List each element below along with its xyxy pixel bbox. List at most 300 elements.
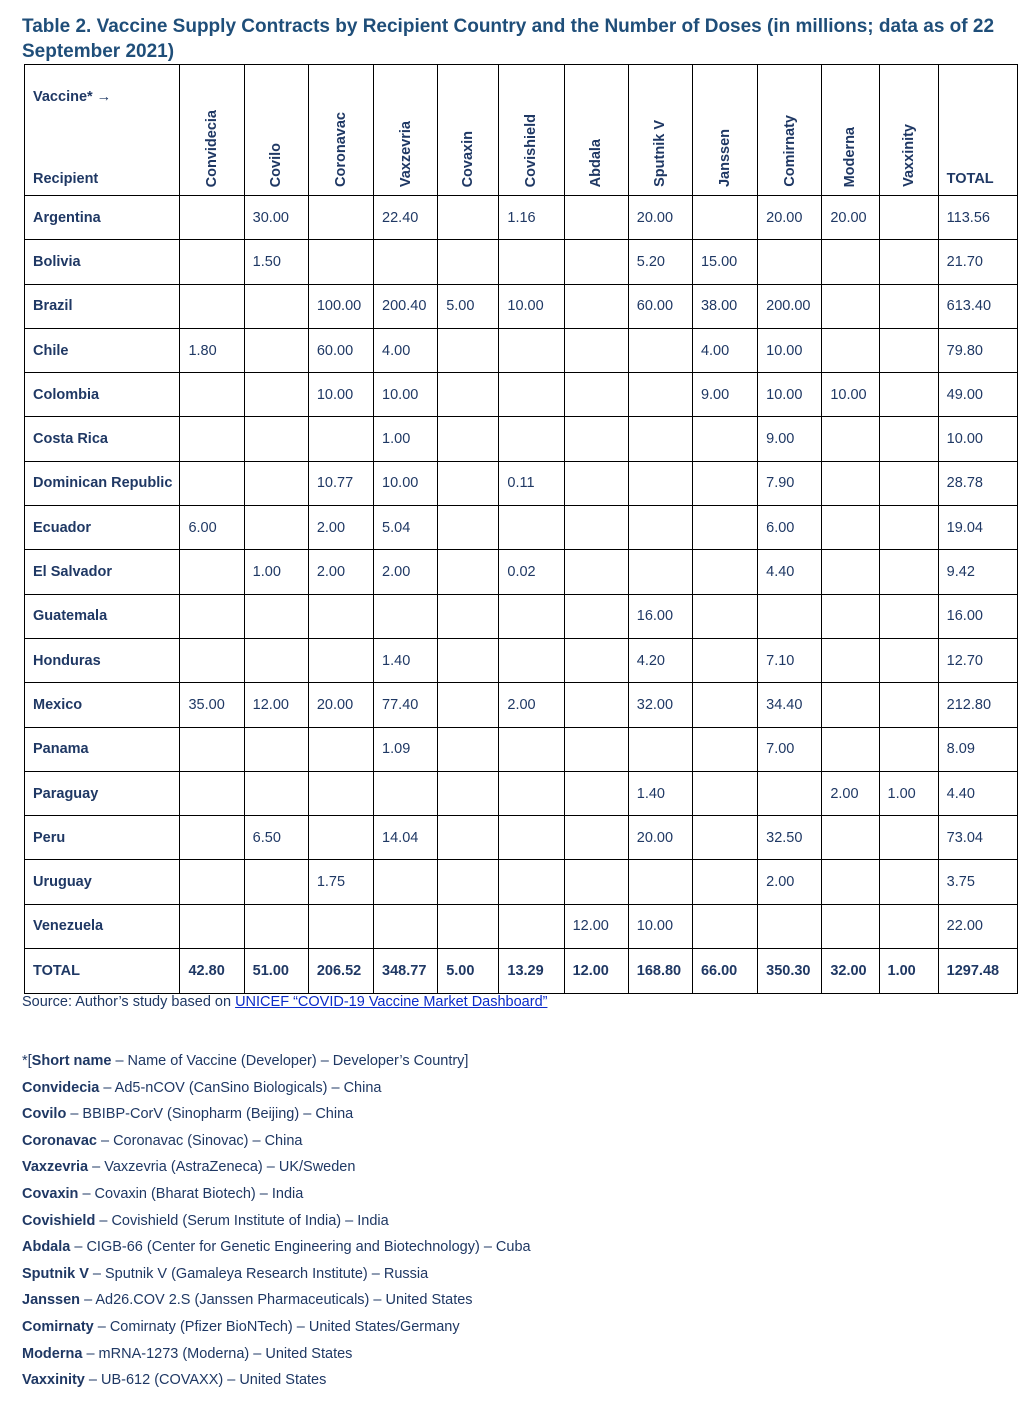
row-total-cell: 10.00 xyxy=(938,417,1017,461)
dose-cell xyxy=(692,506,757,550)
dose-cell: 32.50 xyxy=(758,816,822,860)
dose-cell xyxy=(879,904,938,948)
dose-cell xyxy=(374,771,438,815)
legend-description: – Comirnaty (Pfizer BioNTech) – United States/Germany xyxy=(93,1318,460,1335)
dose-cell xyxy=(499,594,564,638)
legend-header-rest: – Name of Vaccine (Developer) – Developer’s Country] xyxy=(111,1053,469,1069)
dose-cell: 12.00 xyxy=(564,904,628,948)
dose-cell xyxy=(628,461,692,505)
dose-cell: 22.40 xyxy=(374,196,438,240)
dose-cell xyxy=(628,373,692,417)
legend-item xyxy=(22,1317,531,1344)
dose-cell xyxy=(564,683,628,727)
dose-cell xyxy=(822,328,879,372)
recipient-name: Paraguay xyxy=(25,771,180,815)
legend-item xyxy=(22,1237,531,1264)
dose-cell xyxy=(879,328,938,372)
vaccine-header-label: Covilo xyxy=(268,142,285,187)
dose-cell: 1.16 xyxy=(499,196,564,240)
dose-cell: 35.00 xyxy=(180,683,244,727)
dose-cell xyxy=(374,594,438,638)
legend-item xyxy=(22,1157,531,1184)
dose-cell: 1.80 xyxy=(180,328,244,372)
recipient-name: Dominican Republic xyxy=(25,461,180,505)
row-total-cell: 8.09 xyxy=(938,727,1017,771)
recipient-name: Bolivia xyxy=(25,240,180,284)
dose-cell xyxy=(438,506,499,550)
dose-cell xyxy=(822,240,879,284)
row-total-cell: 9.42 xyxy=(938,550,1017,594)
dose-cell xyxy=(244,727,308,771)
dose-cell xyxy=(879,727,938,771)
dose-cell: 1.00 xyxy=(879,771,938,815)
dose-cell xyxy=(308,594,373,638)
dose-cell xyxy=(438,417,499,461)
dose-cell xyxy=(438,461,499,505)
dose-cell xyxy=(180,196,244,240)
row-total-cell: 49.00 xyxy=(938,373,1017,417)
dose-cell: 6.50 xyxy=(244,816,308,860)
dose-cell xyxy=(628,417,692,461)
row-total-cell: 212.80 xyxy=(938,683,1017,727)
dose-cell xyxy=(244,373,308,417)
dose-cell: 1.75 xyxy=(308,860,373,904)
dose-cell xyxy=(822,284,879,328)
column-total-cell: 42.80 xyxy=(180,949,244,994)
vaccine-header-label: Moderna xyxy=(842,126,859,187)
dose-cell xyxy=(308,417,373,461)
corner-header-cell xyxy=(25,65,180,196)
legend-short-name: Covilo xyxy=(22,1106,67,1123)
dose-cell xyxy=(244,328,308,372)
legend-short-name: Vaxzevria xyxy=(22,1159,89,1176)
legend-short-name: Comirnaty xyxy=(22,1318,94,1335)
vaccine-header-comirnaty xyxy=(758,65,822,196)
dose-cell: 1.09 xyxy=(374,727,438,771)
vaccine-header-janssen xyxy=(692,65,757,196)
table-row xyxy=(25,506,1018,550)
table-row xyxy=(25,683,1018,727)
legend-item xyxy=(22,1344,531,1371)
dose-cell xyxy=(244,506,308,550)
dose-cell xyxy=(308,727,373,771)
row-total-cell: 3.75 xyxy=(938,860,1017,904)
dose-cell xyxy=(564,373,628,417)
table-row xyxy=(25,328,1018,372)
dose-cell xyxy=(564,727,628,771)
vaccine-header-label: Convidecia xyxy=(204,109,221,187)
dose-cell xyxy=(879,373,938,417)
row-total-cell: 613.40 xyxy=(938,284,1017,328)
dose-cell: 4.00 xyxy=(692,328,757,372)
dose-cell xyxy=(822,816,879,860)
dose-cell xyxy=(692,196,757,240)
dose-cell: 2.00 xyxy=(758,860,822,904)
total-header: TOTAL xyxy=(938,65,1017,196)
recipient-name: Colombia xyxy=(25,373,180,417)
dose-cell xyxy=(308,240,373,284)
dose-cell xyxy=(308,196,373,240)
dose-cell xyxy=(308,771,373,815)
dose-cell xyxy=(692,417,757,461)
dose-cell: 14.04 xyxy=(374,816,438,860)
dose-cell: 2.00 xyxy=(374,550,438,594)
unicef-dashboard-link[interactable]: UNICEF “COVID-19 Vaccine Market Dashboard” xyxy=(235,994,548,1010)
dose-cell: 7.90 xyxy=(758,461,822,505)
vaccine-header-sputnik-v xyxy=(628,65,692,196)
column-total-cell: 12.00 xyxy=(564,949,628,994)
dose-cell xyxy=(374,860,438,904)
vaccine-header-label: Abdala xyxy=(588,138,605,187)
dose-cell xyxy=(308,904,373,948)
dose-cell xyxy=(758,771,822,815)
dose-cell: 60.00 xyxy=(628,284,692,328)
legend-short-name: Vaxxinity xyxy=(22,1372,85,1389)
column-total-cell: 168.80 xyxy=(628,949,692,994)
dose-cell xyxy=(438,638,499,682)
dose-cell: 7.10 xyxy=(758,638,822,682)
legend-description: – mRNA-1273 (Moderna) – United States xyxy=(82,1345,353,1362)
legend-short-name: Janssen xyxy=(22,1292,81,1309)
dose-cell xyxy=(879,638,938,682)
column-total-cell: 348.77 xyxy=(374,949,438,994)
dose-cell: 10.00 xyxy=(822,373,879,417)
dose-cell xyxy=(499,727,564,771)
dose-cell xyxy=(438,771,499,815)
dose-cell xyxy=(692,461,757,505)
row-total-cell: 73.04 xyxy=(938,816,1017,860)
table-row xyxy=(25,860,1018,904)
vaccine-header-convidecia xyxy=(180,65,244,196)
dose-cell xyxy=(180,594,244,638)
dose-cell xyxy=(758,904,822,948)
vaccine-header-label: Covishield xyxy=(523,113,540,187)
dose-cell xyxy=(499,506,564,550)
legend-item xyxy=(22,1290,531,1317)
dose-cell xyxy=(438,816,499,860)
dose-cell xyxy=(564,816,628,860)
legend-short-name: Covishield xyxy=(22,1212,96,1229)
vaccine-header-moderna xyxy=(822,65,879,196)
dose-cell xyxy=(374,240,438,284)
dose-cell xyxy=(628,860,692,904)
recipient-name: Panama xyxy=(25,727,180,771)
vaccine-axis-label: Vaccine* → xyxy=(33,89,112,105)
dose-cell: 1.40 xyxy=(374,638,438,682)
recipient-name: Chile xyxy=(25,328,180,372)
dose-cell xyxy=(564,196,628,240)
dose-cell xyxy=(628,506,692,550)
legend-description: – Sputnik V (Gamaleya Research Institute) – Russia xyxy=(88,1265,429,1282)
dose-cell: 10.00 xyxy=(499,284,564,328)
legend-description: – CIGB-66 (Center for Genetic Engineering and Biotechnology) – Cuba xyxy=(70,1239,531,1256)
dose-cell: 77.40 xyxy=(374,683,438,727)
dose-cell xyxy=(822,904,879,948)
totals-label: TOTAL xyxy=(25,949,180,994)
vaccine-header-vaxxinity xyxy=(879,65,938,196)
dose-cell xyxy=(879,816,938,860)
dose-cell xyxy=(879,284,938,328)
dose-cell xyxy=(692,727,757,771)
dose-cell: 200.40 xyxy=(374,284,438,328)
recipient-name: Costa Rica xyxy=(25,417,180,461)
dose-cell xyxy=(244,284,308,328)
recipient-name: Ecuador xyxy=(25,506,180,550)
dose-cell xyxy=(628,328,692,372)
dose-cell xyxy=(879,860,938,904)
dose-cell: 20.00 xyxy=(628,196,692,240)
row-total-cell: 79.80 xyxy=(938,328,1017,372)
dose-cell: 6.00 xyxy=(180,506,244,550)
column-total-cell: 1.00 xyxy=(879,949,938,994)
dose-cell xyxy=(308,638,373,682)
recipient-name: Honduras xyxy=(25,638,180,682)
dose-cell xyxy=(180,638,244,682)
dose-cell xyxy=(879,506,938,550)
legend-header xyxy=(22,1051,531,1078)
vaccine-header-covishield xyxy=(499,65,564,196)
vaccine-contracts-table xyxy=(24,64,1018,994)
dose-cell: 32.00 xyxy=(628,683,692,727)
dose-cell: 15.00 xyxy=(692,240,757,284)
dose-cell xyxy=(244,860,308,904)
dose-cell: 2.00 xyxy=(822,771,879,815)
column-total-cell: 32.00 xyxy=(822,949,879,994)
dose-cell xyxy=(564,506,628,550)
row-total-cell: 16.00 xyxy=(938,594,1017,638)
grand-total-cell: 1297.48 xyxy=(938,949,1017,994)
dose-cell xyxy=(564,284,628,328)
legend-item xyxy=(22,1264,531,1291)
legend-short-name: Convidecia xyxy=(22,1079,100,1096)
table-row xyxy=(25,638,1018,682)
dose-cell xyxy=(438,727,499,771)
dose-cell: 20.00 xyxy=(758,196,822,240)
dose-cell xyxy=(438,594,499,638)
legend-description: – Coronavac (Sinovac) – China xyxy=(96,1132,303,1149)
table-row xyxy=(25,373,1018,417)
dose-cell xyxy=(499,860,564,904)
dose-cell: 20.00 xyxy=(628,816,692,860)
dose-cell xyxy=(180,461,244,505)
dose-cell xyxy=(822,594,879,638)
dose-cell xyxy=(438,196,499,240)
vaccine-header-label: Vaxzevria xyxy=(397,120,414,187)
dose-cell xyxy=(499,816,564,860)
legend-description: – Vaxzevria (AstraZeneca) – UK/Sweden xyxy=(88,1159,356,1176)
legend-description: – Covishield (Serum Institute of India) – India xyxy=(95,1212,389,1229)
legend-item xyxy=(22,1370,531,1397)
vaccine-header-label: Comirnaty xyxy=(781,115,798,187)
dose-cell xyxy=(438,860,499,904)
row-total-cell: 28.78 xyxy=(938,461,1017,505)
dose-cell: 1.00 xyxy=(244,550,308,594)
dose-cell xyxy=(822,727,879,771)
legend-description: – Ad26.COV 2.S (Janssen Pharmaceuticals) – United States xyxy=(80,1292,473,1309)
legend-description: – UB-612 (COVAXX) – United States xyxy=(84,1372,327,1389)
recipient-name: Uruguay xyxy=(25,860,180,904)
dose-cell xyxy=(822,550,879,594)
dose-cell xyxy=(180,240,244,284)
dose-cell xyxy=(438,904,499,948)
dose-cell xyxy=(180,860,244,904)
table-row xyxy=(25,550,1018,594)
vaccine-legend xyxy=(22,1051,531,1397)
vaccine-header-covaxin xyxy=(438,65,499,196)
vaccine-header-vaxzevria xyxy=(374,65,438,196)
dose-cell: 0.11 xyxy=(499,461,564,505)
dose-cell xyxy=(692,594,757,638)
dose-cell: 4.00 xyxy=(374,328,438,372)
dose-cell xyxy=(692,638,757,682)
dose-cell xyxy=(564,594,628,638)
dose-cell xyxy=(692,816,757,860)
dose-cell xyxy=(438,683,499,727)
dose-cell: 2.00 xyxy=(308,550,373,594)
dose-cell: 12.00 xyxy=(244,683,308,727)
dose-cell xyxy=(879,683,938,727)
legend-short-name: Sputnik V xyxy=(22,1265,89,1282)
dose-cell xyxy=(822,860,879,904)
dose-cell: 10.00 xyxy=(374,461,438,505)
legend-item xyxy=(22,1078,531,1105)
dose-cell xyxy=(692,860,757,904)
table-row xyxy=(25,904,1018,948)
dose-cell: 200.00 xyxy=(758,284,822,328)
legend-description: – Covaxin (Bharat Biotech) – India xyxy=(78,1185,304,1202)
column-total-cell: 206.52 xyxy=(308,949,373,994)
dose-cell xyxy=(879,550,938,594)
row-total-cell: 12.70 xyxy=(938,638,1017,682)
dose-cell: 10.77 xyxy=(308,461,373,505)
dose-cell: 2.00 xyxy=(499,683,564,727)
dose-cell xyxy=(879,240,938,284)
dose-cell xyxy=(822,683,879,727)
column-total-cell: 5.00 xyxy=(438,949,499,994)
dose-cell xyxy=(628,727,692,771)
dose-cell xyxy=(692,771,757,815)
table-row xyxy=(25,594,1018,638)
dose-cell xyxy=(244,417,308,461)
dose-cell: 1.40 xyxy=(628,771,692,815)
dose-cell xyxy=(438,240,499,284)
dose-cell xyxy=(822,638,879,682)
dose-cell xyxy=(180,727,244,771)
legend-item xyxy=(22,1184,531,1211)
legend-short-name: Moderna xyxy=(22,1345,83,1362)
recipient-axis-label: Recipient xyxy=(33,171,99,187)
table-row xyxy=(25,816,1018,860)
dose-cell xyxy=(499,904,564,948)
dose-cell xyxy=(244,638,308,682)
dose-cell xyxy=(438,373,499,417)
dose-cell: 5.00 xyxy=(438,284,499,328)
dose-cell xyxy=(180,550,244,594)
dose-cell: 10.00 xyxy=(308,373,373,417)
legend-item xyxy=(22,1104,531,1131)
dose-cell xyxy=(758,594,822,638)
dose-cell: 1.50 xyxy=(244,240,308,284)
dose-cell: 20.00 xyxy=(822,196,879,240)
dose-cell: 9.00 xyxy=(692,373,757,417)
row-total-cell: 19.04 xyxy=(938,506,1017,550)
recipient-name: Brazil xyxy=(25,284,180,328)
dose-cell: 10.00 xyxy=(758,328,822,372)
vaccine-header-label: Coronavac xyxy=(332,112,349,187)
recipient-name: Mexico xyxy=(25,683,180,727)
dose-cell: 38.00 xyxy=(692,284,757,328)
dose-cell: 1.00 xyxy=(374,417,438,461)
dose-cell xyxy=(564,417,628,461)
recipient-name: El Salvador xyxy=(25,550,180,594)
table-header-row xyxy=(25,65,1018,196)
recipient-name: Venezuela xyxy=(25,904,180,948)
vaccine-header-abdala xyxy=(564,65,628,196)
column-total-cell: 350.30 xyxy=(758,949,822,994)
dose-cell: 7.00 xyxy=(758,727,822,771)
dose-cell xyxy=(499,328,564,372)
dose-cell xyxy=(180,816,244,860)
vaccine-header-coronavac xyxy=(308,65,373,196)
legend-header-bold: Short name xyxy=(31,1053,112,1069)
vaccine-header-label: Covaxin xyxy=(460,130,477,187)
dose-cell xyxy=(879,461,938,505)
legend-description: – Ad5-nCOV (CanSino Biologicals) – China xyxy=(99,1079,382,1096)
legend-header-start: *[ xyxy=(22,1053,32,1069)
dose-cell xyxy=(628,550,692,594)
column-total-cell: 66.00 xyxy=(692,949,757,994)
table-row xyxy=(25,771,1018,815)
dose-cell xyxy=(692,683,757,727)
column-total-cell: 51.00 xyxy=(244,949,308,994)
vaccine-header-covilo xyxy=(244,65,308,196)
dose-cell: 4.20 xyxy=(628,638,692,682)
dose-cell xyxy=(564,240,628,284)
dose-cell: 20.00 xyxy=(308,683,373,727)
dose-cell: 5.20 xyxy=(628,240,692,284)
legend-short-name: Covaxin xyxy=(22,1185,79,1202)
dose-cell xyxy=(438,328,499,372)
dose-cell xyxy=(499,417,564,461)
dose-cell xyxy=(499,373,564,417)
row-total-cell: 22.00 xyxy=(938,904,1017,948)
dose-cell xyxy=(499,240,564,284)
column-total-cell: 13.29 xyxy=(499,949,564,994)
source-note xyxy=(22,994,547,1010)
dose-cell xyxy=(244,771,308,815)
dose-cell xyxy=(244,904,308,948)
dose-cell xyxy=(822,417,879,461)
dose-cell xyxy=(822,506,879,550)
dose-cell xyxy=(180,904,244,948)
dose-cell: 34.40 xyxy=(758,683,822,727)
dose-cell xyxy=(758,240,822,284)
table-row xyxy=(25,461,1018,505)
dose-cell: 0.02 xyxy=(499,550,564,594)
dose-cell xyxy=(879,196,938,240)
dose-cell: 2.00 xyxy=(308,506,373,550)
legend-description: – BBIBP-CorV (Sinopharm (Beijing) – China xyxy=(66,1106,354,1123)
dose-cell xyxy=(499,638,564,682)
dose-cell xyxy=(499,771,564,815)
dose-cell xyxy=(692,550,757,594)
totals-row xyxy=(25,949,1018,994)
dose-cell xyxy=(438,550,499,594)
dose-cell: 30.00 xyxy=(244,196,308,240)
dose-cell: 16.00 xyxy=(628,594,692,638)
legend-short-name: Coronavac xyxy=(22,1132,97,1149)
recipient-name: Peru xyxy=(25,816,180,860)
